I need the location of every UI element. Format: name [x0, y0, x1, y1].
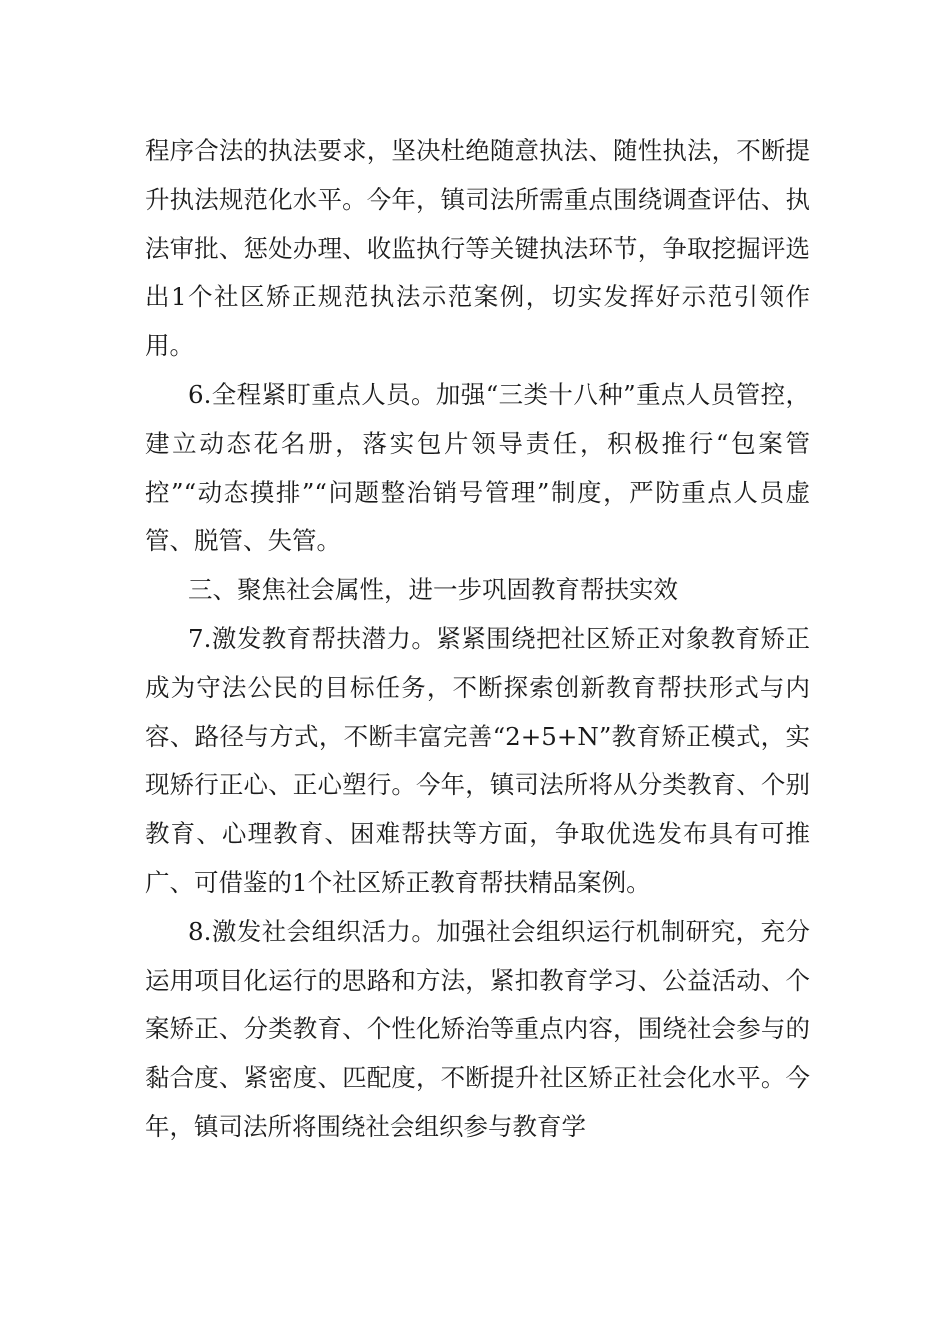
- paragraph-item-6: 6.全程紧盯重点人员。加强“三类十八种”重点人员管控，建立动态花名册，落实包片领导责任，积极推行“包案管控”“动态摸排”“问题整治销号管理”制度，严防重点人员虚管、脱管、失管。: [145, 379, 810, 556]
- section-heading-3: 三、聚焦社会属性，进一步巩固教育帮扶实效: [188, 575, 678, 605]
- document-body: [145, 127, 810, 1152]
- paragraph-continuation: 程序合法的执法要求，坚决杜绝随意执法、随性执法，不断提升执法规范化水平。今年，镇司法所需重点围绕调查评估、执法审批、惩处办理、收监执行等关键执法环节，争取挖掘评选出1个社区矫正规范执法示范案例，切实发挥好示范引领作用。: [145, 136, 810, 361]
- paragraph-item-8: 8.激发社会组织活力。加强社会组织运行机制研究，充分运用项目化运行的思路和方法，紧扣教育学习、公益活动、个案矫正、分类教育、个性化矫治等重点内容，围绕社会参与的黏合度、紧密度、匹配度，不断提升社区矫正社会化水平。今年，镇司法所将围绕社会组织参与教育学: [145, 916, 810, 1141]
- paragraph-item-7: 7.激发教育帮扶潜力。紧紧围绕把社区矫正对象教育矫正成为守法公民的目标任务，不断探索创新教育帮扶形式与内容、路径与方式，不断丰富完善“2+5+N”教育矫正模式，实现矫行正心、正心塑行。今年，镇司法所将从分类教育、个别教育、心理教育、困难帮扶等方面，争取优选发布具有可推广、可借鉴的1个社区矫正教育帮扶精品案例。: [145, 623, 810, 897]
